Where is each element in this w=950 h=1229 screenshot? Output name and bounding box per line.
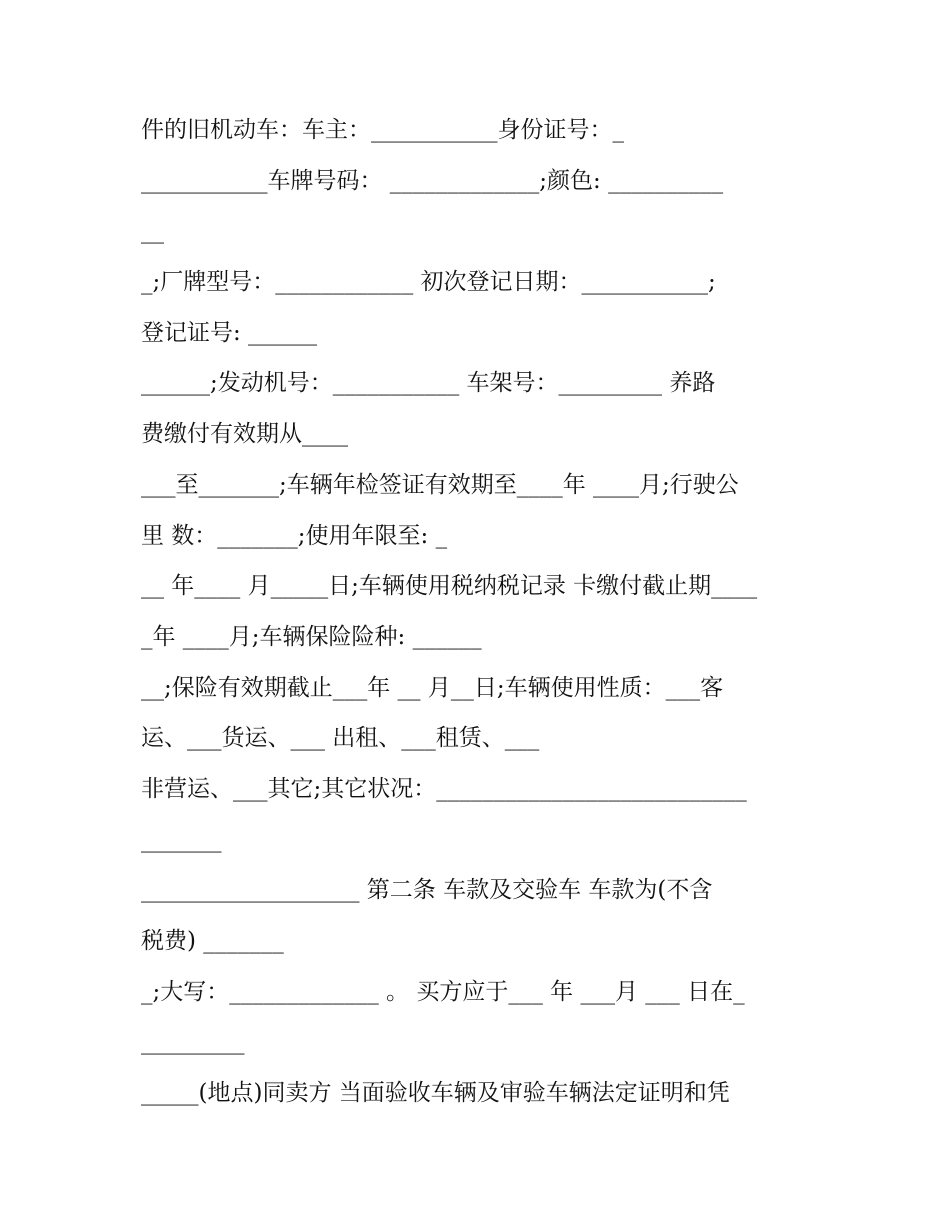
text-line: _____(地点)同卖方 当面验收车辆及审验车辆法定证明和凭 [141,1080,730,1107]
text-line: ___至_______;车辆年检签证有效期至____年 ____月;行驶公 [141,471,739,498]
contract-body-text [141,108,821,1122]
text-line: ___________车牌号码： _____________;颜色: __________ [141,167,724,194]
text-line: 运、___货运、___ 出租、___租赁、___ [141,725,540,752]
text-line: 费缴付有效期从____ [141,421,348,448]
text-line: _;厂牌型号：____________ 初次登记日期：___________; [141,269,716,296]
text-line: __;保险有效期截止___年 __ 月__日;车辆使用性质：___客 [141,674,724,701]
text-line: ___________________ 第二条 车款及交验车 车款为(不含 [141,877,713,904]
text-line: _________ [141,1029,245,1056]
text-line: _年 ____月;车辆保险险种: ______ [141,623,482,650]
text-line: 件的旧机动车：车主：___________身份证号：_ [141,117,624,143]
text-line: ______;发动机号：___________ 车架号：_________ 养路 [141,370,716,397]
text-line: 税费) _______ [141,928,284,954]
text-line: 非营运、___其它;其它状况：___________________________ [141,775,747,802]
text-line: _;大写：_____________ 。 买方应于___ 年 ___月 ___ 日在_ [141,978,745,1005]
text-line: __ 年____ 月_____日;车辆使用税纳税记录 卡缴付截止期____ [141,573,758,600]
text-line: 登记证号: ______ [141,319,318,346]
text-line: __ [141,218,164,245]
text-line: 里 数：_______;使用年限至: _ [141,522,448,549]
text-line: _______ [141,826,222,853]
